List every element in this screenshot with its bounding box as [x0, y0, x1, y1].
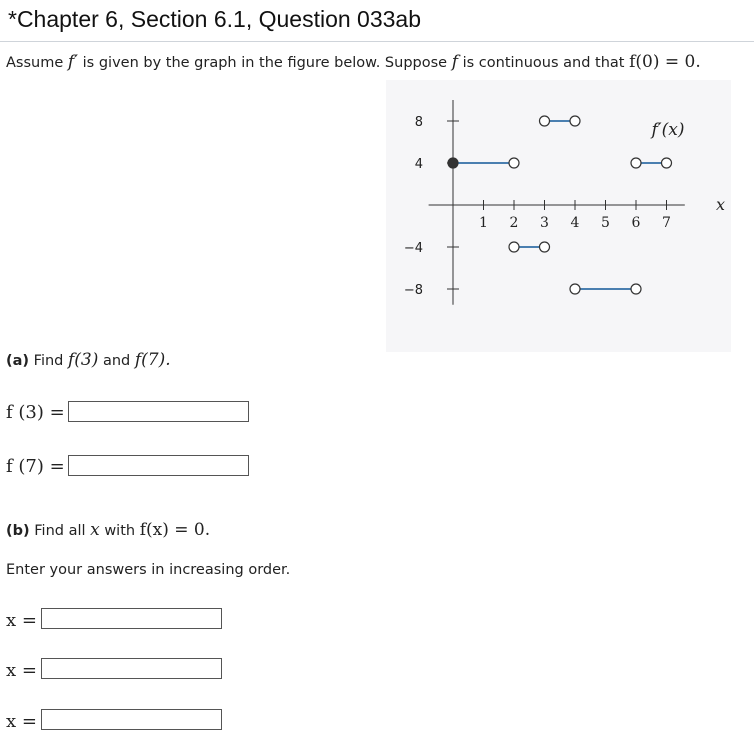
segment-end-point	[631, 284, 641, 294]
part-b-with: with	[99, 523, 140, 539]
segment-end-point	[509, 158, 519, 168]
part-a-label: (a)	[6, 353, 30, 369]
part-a-heading	[6, 350, 171, 370]
segment-start-point	[570, 284, 580, 294]
prompt-condition: f(0) = 0.	[629, 52, 701, 72]
question-title: *Chapter 6, Section 6.1, Question 033ab	[8, 6, 422, 32]
order-instruction: Enter your answers in increasing order.	[6, 562, 291, 578]
x-axis-label: x	[716, 195, 726, 214]
x3-label: x =	[6, 711, 37, 732]
fprime-chart-svg	[386, 80, 731, 352]
x-tick-label: 2	[509, 215, 519, 231]
part-b-x: x	[90, 520, 100, 540]
x-tick-label: 3	[540, 215, 549, 231]
y-tick-label: 4	[414, 157, 423, 172]
part-b-text: Find all	[29, 523, 91, 539]
x-tick-label: 7	[662, 215, 671, 231]
part-a-text: Find	[29, 353, 68, 369]
segment-start-point	[631, 158, 641, 168]
question-prompt	[6, 52, 701, 72]
segment-start-point	[448, 158, 458, 168]
segment-start-point	[540, 116, 550, 126]
segment-end-point	[570, 116, 580, 126]
title-divider	[0, 41, 754, 42]
part-a-f7: f(7).	[134, 350, 171, 370]
x-tick-label: 6	[631, 215, 641, 231]
f3-answer-input[interactable]	[68, 401, 249, 422]
prompt-f: f	[451, 52, 458, 72]
segment-end-point	[662, 158, 672, 168]
x3-answer-input[interactable]	[41, 709, 222, 730]
segment-start-point	[509, 242, 519, 252]
part-a-and: and	[98, 353, 135, 369]
part-b-condition: f(x) = 0.	[139, 520, 211, 540]
x2-label: x =	[6, 660, 37, 681]
y-tick-label: 8	[414, 115, 423, 130]
part-a-f3: f(3)	[67, 350, 99, 370]
prompt-text-c: is continuous and that	[457, 55, 630, 71]
prompt-text-b: is given by the graph in the figure below. Suppose	[78, 55, 452, 71]
fprime-graph	[386, 80, 731, 352]
y-tick-label: −8	[403, 283, 423, 298]
x2-answer-input[interactable]	[41, 658, 222, 679]
segment-end-point	[540, 242, 550, 252]
y-tick-label: −4	[403, 241, 423, 256]
f7-answer-input[interactable]	[68, 455, 249, 476]
y-axis-label: f′(x)	[651, 120, 685, 140]
x-tick-label: 5	[601, 215, 610, 231]
x1-label: x =	[6, 610, 37, 631]
f3-label: f (3) =	[6, 402, 65, 423]
part-b-heading	[6, 520, 210, 540]
part-b-label: (b)	[6, 523, 30, 539]
x1-answer-input[interactable]	[41, 608, 222, 629]
x-tick-label: 4	[570, 215, 580, 231]
f7-label: f (7) =	[6, 456, 65, 477]
x-tick-label: 1	[479, 215, 488, 231]
prompt-fprime: f′	[67, 52, 79, 72]
prompt-text-a: Assume	[6, 55, 68, 71]
